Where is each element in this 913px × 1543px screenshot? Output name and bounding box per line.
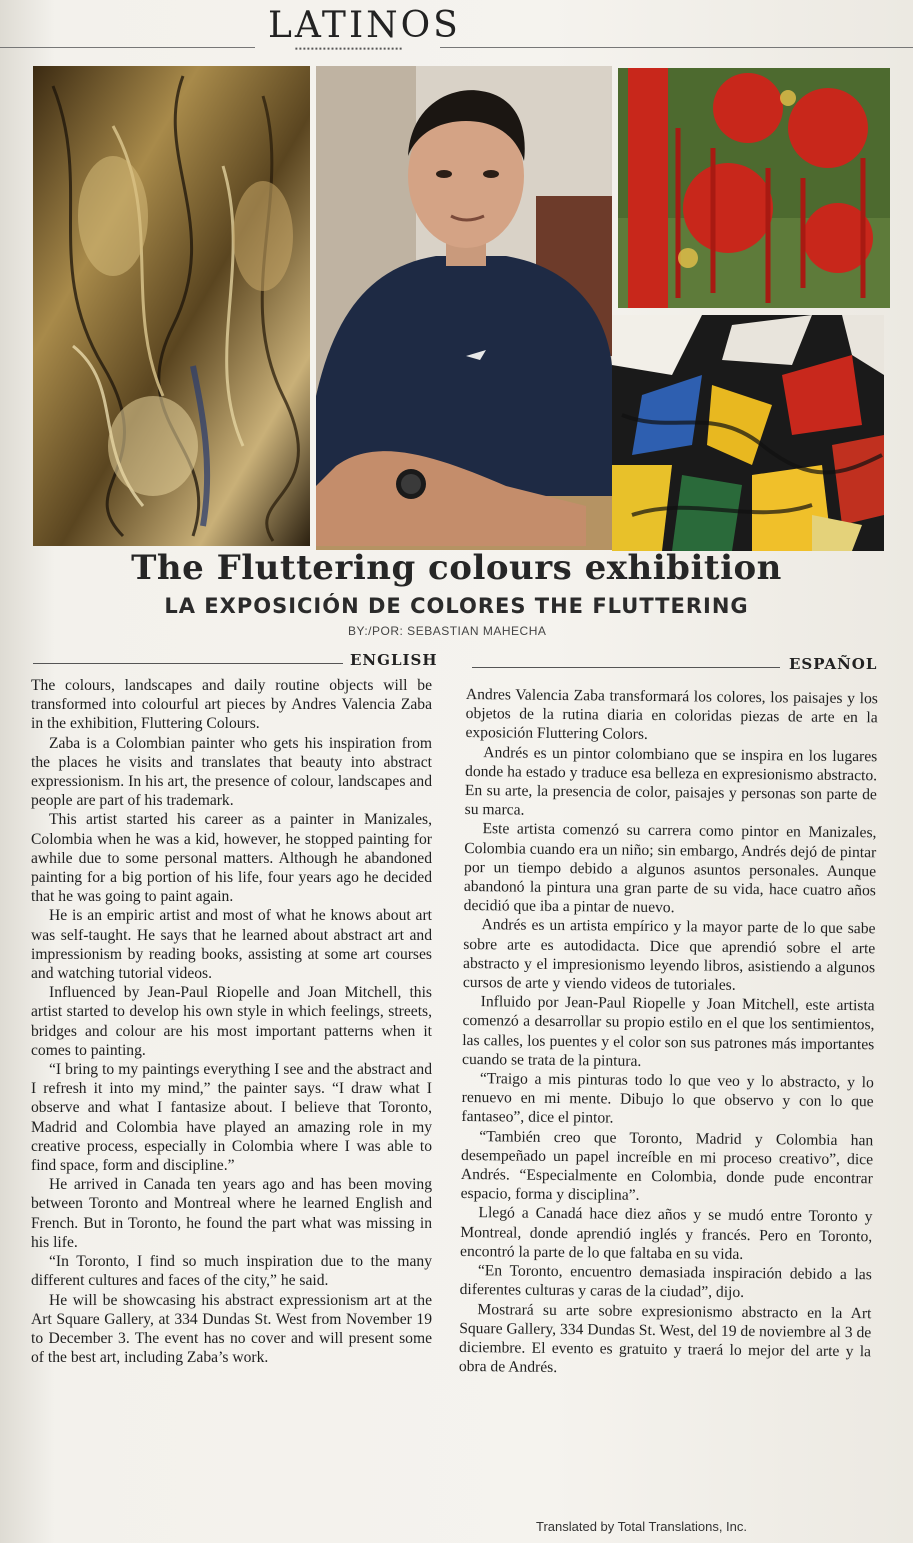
article-title: The Fluttering colours exhibition — [131, 548, 782, 588]
english-column — [31, 676, 432, 1367]
spanish-paragraph: Influido por Jean-Paul Riopelle y Joan Mitchell, este artista comenzó a desarrollar su propio estilo en el que los sentimientos, las calles, los puentes y el color son sus patrones más importantes cuando se trata de la pintura. — [461, 993, 875, 1070]
english-paragraph: He is an empiric artist and most of what he knows about art was self-taught. He says that he learned about abstract art and impressionism by reading books, assisting at some art courses and watching tutorial videos. — [31, 907, 432, 983]
spanish-paragraph: “También creo que Toronto, Madrid y Colombia han desempeñado un papel increíble en mi proceso creativo”, dice Andrés. “Especialmente en Colombia, donde pude encontrar espacio, forma y disciplina”. — [460, 1127, 874, 1205]
spanish-paragraph: Andrés es un pintor colombiano que se inspira en los lugares donde ha estado y traduce esa belleza en expresionismo abstracto. En su arte, la presencia de color, paisajes y personas son parte de su marca. — [464, 743, 878, 819]
abstract-painting-gold — [33, 66, 310, 546]
spanish-paragraph: “Traigo a mis pinturas todo lo que veo y lo abstracto, y lo renuevo en mi mente. Dibujo lo que observo y con lo que fantaseo”, dice el pintor. — [461, 1070, 874, 1128]
spanish-column — [459, 685, 878, 1381]
spanish-paragraph: “En Toronto, encuentro demasiada inspiración debido a las diferentes culturas y caras de la ciudad”, dijo. — [459, 1262, 872, 1302]
english-column-heading: ENGLISH — [350, 651, 438, 669]
english-paragraph: This artist started his career as a painter in Manizales, Colombia when he was a kid, however, he stopped painting for awhile due to some personal matters. Although he abandoned painting for a big portion of his life, four years ago he decided that he was going to paint again. — [31, 811, 432, 906]
spanish-heading-rule — [472, 667, 780, 668]
english-paragraph: Zaba is a Colombian painter who gets his inspiration from the places he visits and translates that beauty into abstract expressionism. In his art, the presence of colour, landscapes and people are part of his trademark. — [31, 734, 432, 810]
masthead-logo-subline: ▪▪▪▪▪▪▪▪▪▪▪▪▪▪▪▪▪▪▪▪▪▪▪▪▪▪▪ — [294, 46, 404, 52]
english-paragraph: Influenced by Jean-Paul Riopelle and Joan Mitchell, this artist started to develop his own style in which feelings, streets, bridges and colour are his most important patterns when it comes to painting. — [31, 984, 432, 1059]
english-paragraph: The colours, landscapes and daily routine objects will be transformed into colourful art pieces by Andres Valencia Zaba in the exhibition, Fluttering Colours. — [31, 677, 432, 733]
english-paragraph: He will be showcasing his abstract expressionism art at the Art Square Gallery, at 334 Dundas St. West from November 19 to December 3. The event has no cover and will present some of the best art, including Zaba’s work. — [31, 1291, 432, 1367]
masthead-logo: LATINOS — [268, 5, 461, 46]
article-byline: BY:/POR: SEBASTIAN MAHECHA — [348, 624, 547, 638]
abstract-painting-red — [618, 68, 890, 308]
spanish-paragraph: Llegó a Canadá hace diez años y se mudó entre Toronto y Montreal, donde aprendió inglés y francés. Pero en Toronto, encontró la parte de lo que faltaba en su vida. — [459, 1204, 873, 1263]
english-paragraph: “In Toronto, I find so much inspiration due to the many different cultures and faces of the city,” he said. — [31, 1253, 432, 1290]
artist-portrait — [316, 66, 612, 550]
masthead-rule-left — [0, 47, 255, 48]
spanish-paragraph: Andres Valencia Zaba transformará los colores, los paisajes y los objetos de la rutina diaria en coloridas piezas de arte en la exposición Fluttering Colors. — [465, 685, 878, 744]
translation-credit: Translated by Total Translations, Inc. — [536, 1519, 747, 1534]
spanish-paragraph: Este artista comenzó su carrera como pintor en Manizales, Colombia cuando era un niño; sin embargo, Andrés dejó de pintar por un tiempo debido a algunos asuntos personales. Aunque abandonó la pintura una gran parte de su vida, hace cuatro años decidió que iba a pintar de nuevo. — [463, 820, 877, 917]
masthead-rule-right — [440, 47, 913, 48]
abstract-painting-multicolor — [612, 315, 884, 551]
article-subtitle: LA EXPOSICIÓN DE COLORES THE FLUTTERING — [164, 594, 749, 618]
spanish-paragraph: Mostrará su arte sobre expresionismo abstracto en la Art Square Gallery, 334 Dundas St. West, del 19 de noviembre al 3 de diciembre. El evento es gratuito y traerá lo mejor del arte y la obra de Andrés. — [458, 1300, 872, 1377]
english-heading-rule — [33, 663, 343, 664]
spanish-column-heading: ESPAÑOL — [789, 655, 878, 673]
masthead — [268, 5, 461, 56]
english-paragraph: He arrived in Canada ten years ago and has been moving between Toronto and Montreal where he learned English and French. But in Toronto, he found the part what was missing in his life. — [31, 1176, 432, 1251]
spanish-paragraph: Andrés es un artista empírico y la mayor parte de lo que sabe sobre arte es autodidacta. Dice que aprendió sobre el arte abstracto y el impresionismo leyendo libros, asistiendo a algunos cursos de arte y viendo videos de tutoriales. — [462, 916, 876, 994]
english-paragraph: “I bring to my paintings everything I see and the abstract and I refresh it into my mind,” the painter says. “I draw what I observe and what I fantasize about. I believe that Toronto, Madrid and Colombia have played an amazing role in my creative process, especially in Colombia where I was able to find space, form and discipline.” — [31, 1061, 432, 1175]
